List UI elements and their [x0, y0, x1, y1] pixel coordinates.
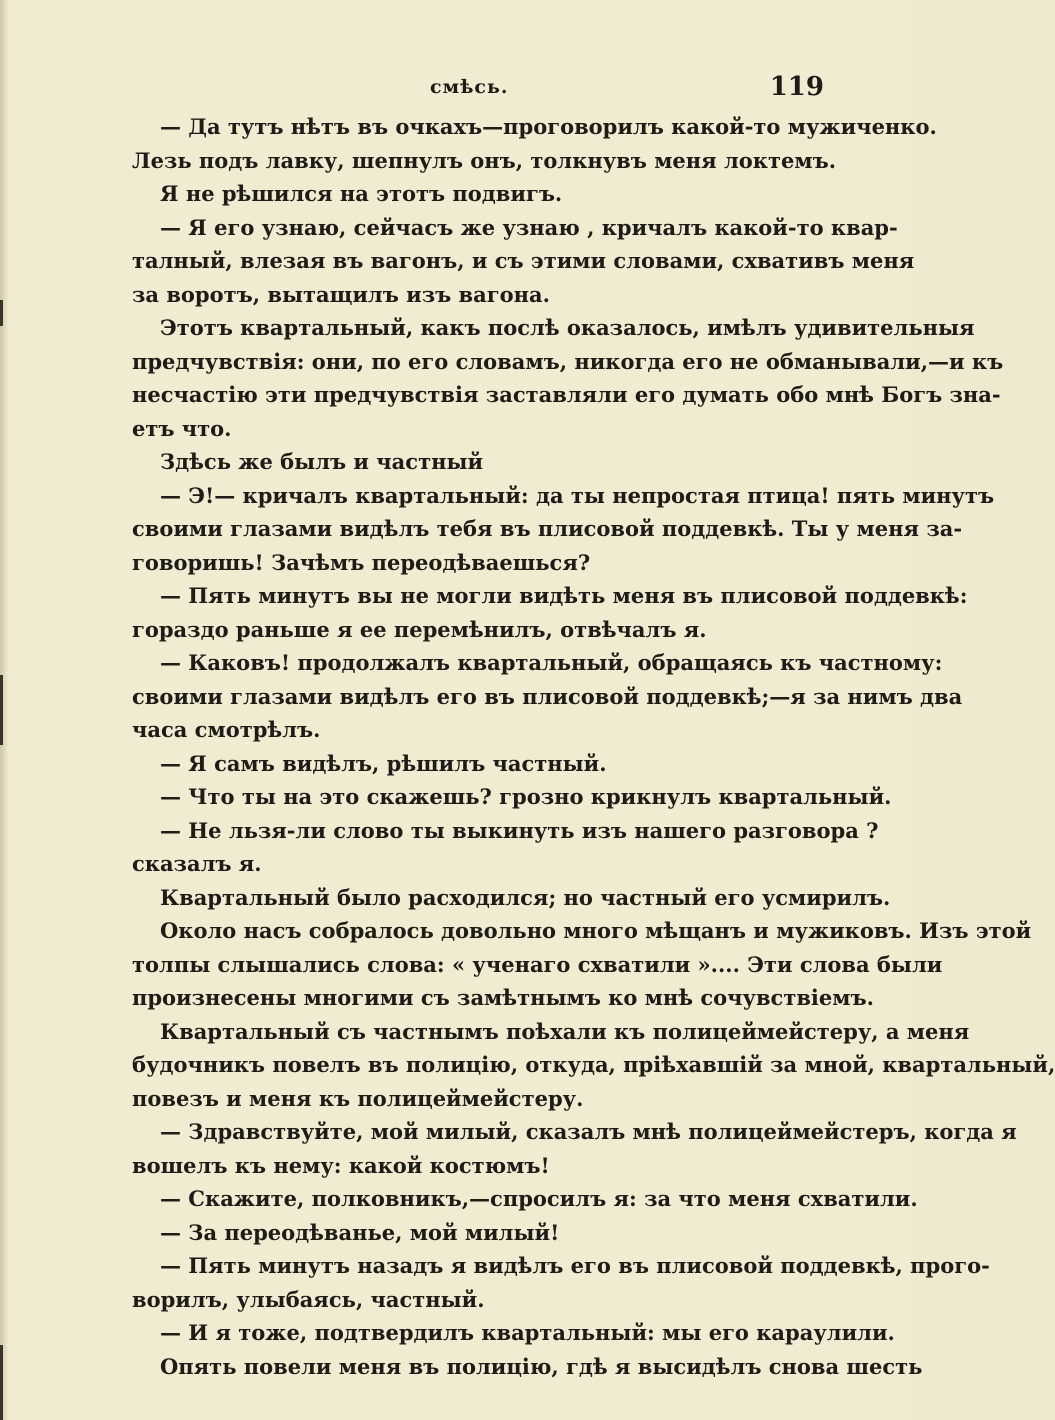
edge-mark — [0, 300, 3, 326]
paragraph — [132, 1249, 990, 1316]
text-line: гораздо раньше я ее перемѣнилъ, отвѣчалъ я. — [132, 616, 707, 642]
page-header — [130, 72, 830, 108]
text-line: — Да тутъ нѣтъ въ очкахъ—проговорилъ какой-то мужиченко. — [160, 114, 937, 139]
paragraph — [132, 110, 937, 177]
text-line: талный, влезая въ вагонъ, и съ этими словами, схвативъ меня — [132, 248, 915, 273]
paragraph — [132, 1216, 828, 1250]
text-line: — Э!— кричалъ квартальный: да ты непростая птица! пять минутъ — [160, 482, 995, 508]
edge-mark — [0, 1345, 3, 1420]
paragraph — [132, 1316, 895, 1350]
paragraph — [132, 177, 828, 211]
text-line: несчастію эти предчувствія заставляли его думать обо мнѣ Богъ зна- — [132, 382, 1001, 407]
edge-mark — [0, 675, 3, 745]
paragraph — [132, 579, 968, 646]
text-line: Опять повели меня въ полицію, гдѣ я высидѣлъ снова шесть — [160, 1353, 923, 1379]
text-line: сказалъ я. — [132, 851, 262, 876]
text-line: Я не рѣшился на этотъ подвигъ. — [160, 181, 563, 206]
paragraph — [132, 914, 1032, 1015]
text-line: вошелъ къ нему: какой костюмъ! — [132, 1152, 550, 1178]
text-line: своими глазами видѣлъ тебя въ плисовой поддевкѣ. Ты у меня за- — [132, 516, 963, 541]
paragraph — [132, 780, 892, 814]
paragraph — [132, 1015, 1055, 1116]
text-line: — И я тоже, подтвердилъ квартальный: мы его караулили. — [160, 1320, 895, 1345]
paragraph — [132, 445, 828, 479]
paragraph — [132, 479, 995, 580]
text-line: будочникъ повелъ въ полицію, откуда, пріѣхавшій за мной, квартальный, — [132, 1052, 1055, 1077]
text-line: произнесены многими съ замѣтнымъ ко мнѣ сочувствіемъ. — [132, 985, 874, 1010]
running-head: смѣсь. — [430, 76, 509, 98]
paragraph — [132, 311, 1004, 445]
text-line: — Здравствуйте, мой милый, сказалъ мнѣ полицеймейстеръ, когда я — [160, 1119, 1017, 1144]
paragraph — [132, 814, 879, 881]
paragraph — [132, 211, 915, 312]
paragraph — [132, 747, 828, 781]
text-line: Квартальный было расходился; но частный его усмирилъ. — [160, 884, 891, 910]
text-line: повезъ и меня къ полицеймейстеру. — [132, 1085, 584, 1111]
text-line: — За переодѣванье, мой милый! — [160, 1219, 560, 1245]
text-line: предчувствія: они, по его словамъ, никогда его не обманывали,—и къ — [132, 348, 1004, 374]
paragraph — [132, 646, 963, 747]
text-line: часа смотрѣлъ. — [132, 717, 321, 742]
text-line: — Не льзя-ли слово ты выкинуть изъ нашего разговора ? — [160, 817, 879, 843]
text-line: — Я самъ видѣлъ, рѣшилъ частный. — [160, 750, 607, 776]
text-line: Этотъ квартальный, какъ послѣ оказалось, имѣлъ удивительныя — [160, 315, 975, 340]
paragraph — [132, 1182, 918, 1216]
text-line: толпы слышались слова: « ученаго схватили ».... Эти слова были — [132, 951, 943, 977]
text-line: — Я его узнаю, сейчасъ же узнаю , кричалъ какой-то квар- — [160, 214, 898, 240]
text-line: — Что ты на это скажешь? грозно крикнулъ квартальный. — [160, 784, 892, 809]
text-line: — Скажите, полковникъ,—спросилъ я: за что меня схватили. — [160, 1186, 918, 1211]
text-line: Квартальный съ частнымъ поѣхали къ полицеймейстеру, а меня — [160, 1018, 970, 1044]
text-line: Здѣсь же былъ и частный — [160, 449, 484, 474]
paragraph — [132, 881, 891, 915]
body-text — [132, 110, 1055, 1383]
page-number: 119 — [769, 72, 824, 102]
text-line: Около насъ собралось довольно много мѣщанъ и мужиковъ. Изъ этой — [160, 918, 1032, 943]
text-line: — Пять минутъ назадъ я видѣлъ его въ плисовой поддевкѣ, прого- — [160, 1253, 990, 1278]
text-line: говоришь! Зачѣмъ переодѣваешься? — [132, 549, 591, 575]
text-line: Лезь подъ лавку, шепнулъ онъ, толкнувъ меня локтемъ. — [132, 147, 837, 173]
text-line: етъ что. — [132, 415, 232, 441]
paragraph — [132, 1115, 1017, 1182]
paragraph — [132, 1350, 923, 1384]
text-line: своими глазами видѣлъ его въ плисовой поддевкѣ;—я за нимъ два — [132, 683, 963, 709]
text-line: — Каковъ! продолжалъ квартальный, обращаясь къ частному: — [160, 650, 943, 675]
text-line: за воротъ, вытащилъ изъ вагона. — [132, 281, 550, 307]
text-line: ворилъ, улыбаясь, частный. — [132, 1286, 485, 1312]
text-line: — Пять минутъ вы не могли видѣть меня въ плисовой поддевкѣ: — [160, 583, 968, 608]
